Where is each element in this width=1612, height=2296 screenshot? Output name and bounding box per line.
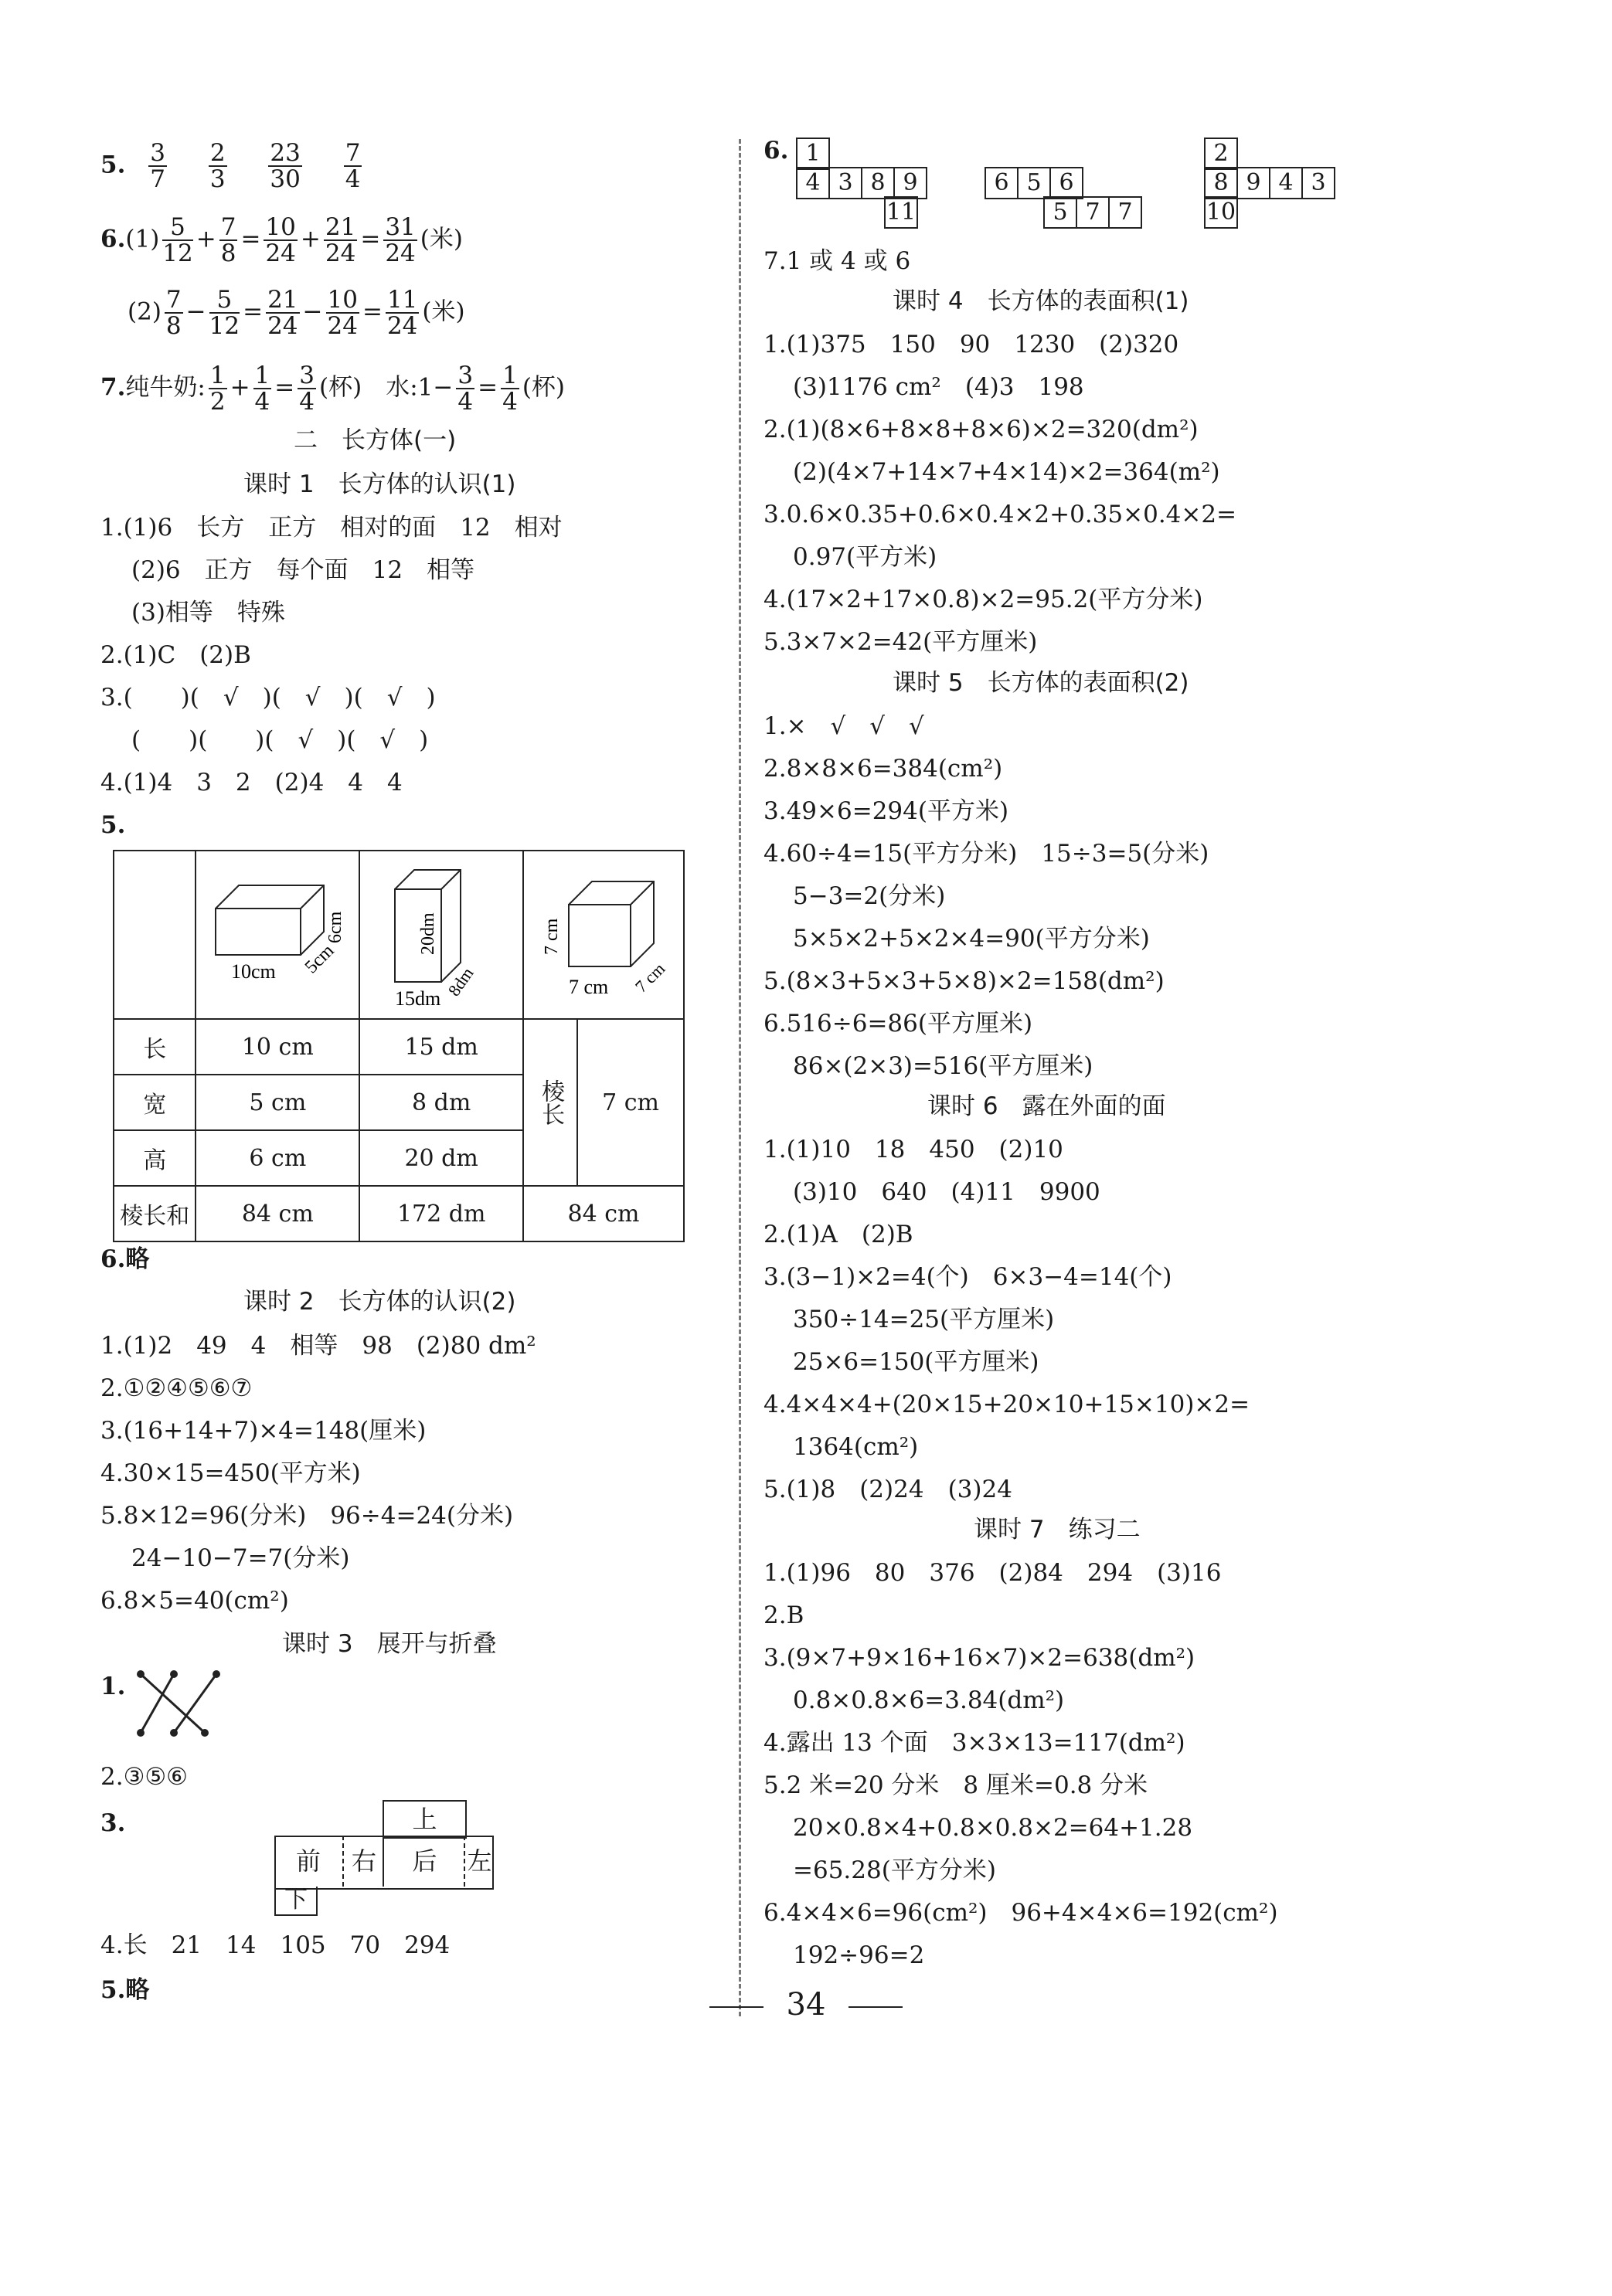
l7-line: =65.28(平方分米) xyxy=(793,1856,996,1884)
q7-milk-water: 7.纯牛奶: $\frac{1}{2}$ + $\frac{1}{4}$ = $\frac{3}{4}$ (杯) 水:1− $\frac{3}{4}$ = $\frac{1}{4}$ (杯) xyxy=(100,362,566,416)
number-net-c-mid: 8 9 4 3 xyxy=(1206,167,1335,199)
l6-line: 4.4×4×4+(20×15+20×10+15×10)×2= xyxy=(763,1391,1250,1418)
q5-fractions: 5. $\frac{3}{7}$ $\frac{2}{3}$ $\frac{23}{30}$ $\frac{7}{4}$ xyxy=(100,139,361,193)
l2-line: 24−10−7=7(分米) xyxy=(131,1544,350,1572)
l2-line: 3.(16+14+7)×4=148(厘米) xyxy=(100,1417,427,1445)
cube-edge-label: 棱长 xyxy=(523,1019,577,1186)
table-row: 长 10 cm 15 dm 棱长 7 cm xyxy=(114,1019,684,1075)
cuboid-figure-1 xyxy=(196,851,359,1019)
l2-line: 1.(1)2 49 4 相等 98 (2)80 dm² xyxy=(100,1332,536,1360)
l1-line: 4.(1)4 3 2 (2)4 4 4 xyxy=(100,769,403,796)
l4-line: 0.97(平方米) xyxy=(793,543,937,571)
l1-line: 2.(1)C (2)B xyxy=(100,641,251,669)
number-net-b-bot: 5 7 7 xyxy=(1045,196,1142,229)
table-row: 棱长和 84 cm 172 dm 84 cm xyxy=(114,1186,684,1241)
net-right: 右 xyxy=(342,1836,384,1887)
l7-line: 1.(1)96 80 376 (2)84 294 (3)16 xyxy=(763,1559,1222,1587)
l5-line: 1.× √ √ √ xyxy=(763,712,924,740)
fraction: $\frac{23}{30}$ xyxy=(270,139,301,193)
l4-line: (3)1176 cm² (4)3 198 xyxy=(793,373,1084,401)
number-net-a-mid: 4 3 8 9 xyxy=(797,167,927,199)
number-net-a-bot: 11 xyxy=(886,196,918,229)
fraction: $\frac{7}{4}$ xyxy=(345,139,361,193)
l5-line: 2.8×8×6=384(cm²) xyxy=(763,755,1003,783)
l4-line: 3.0.6×0.35+0.6×0.4×2+0.35×0.4×2= xyxy=(763,501,1237,528)
net-back: 后 xyxy=(383,1836,465,1887)
lesson4-title: 课时 4 长方体的表面积(1) xyxy=(893,287,1189,315)
number-net-c-top: 2 xyxy=(1206,138,1238,170)
l6-line: 350÷14=25(平方厘米) xyxy=(793,1306,1055,1333)
l3-q1-label: 1. xyxy=(100,1673,126,1700)
l1-q6: 6.略 xyxy=(100,1245,150,1273)
l7-line: 192÷96=2 xyxy=(793,1941,925,1969)
l5-line: 5−3=2(分米) xyxy=(793,882,946,910)
r-q6-label: 6. xyxy=(763,137,789,165)
l1-line: 1.(1)6 长方 正方 相对的面 12 相对 xyxy=(100,514,563,542)
net-bottom: 下 xyxy=(274,1887,318,1916)
lesson3-title: 课时 3 展开与折叠 xyxy=(282,1630,497,1658)
net-front: 前 xyxy=(295,1846,321,1876)
l5-line: 4.60÷4=15(平方分米) 15÷3=5(分米) xyxy=(763,840,1209,868)
net-top: 上 xyxy=(383,1800,467,1839)
l2-line: 5.8×12=96(分米) 96÷4=24(分米) xyxy=(100,1502,514,1530)
l6-line: 1364(cm²) xyxy=(793,1433,919,1461)
fraction: $\frac{3}{7}$ xyxy=(150,139,165,193)
l4-line: 2.(1)(8×6+8×8+8×6)×2=320(dm²) xyxy=(763,416,1199,443)
lesson7-title: 课时 7 练习二 xyxy=(974,1516,1141,1544)
l1-line: 3.( )( √ )( √ )( √ ) xyxy=(100,684,436,712)
l3-q3-label: 3. xyxy=(100,1809,126,1837)
number-net-a-top: 1 xyxy=(797,138,830,170)
table-row: 高 6 cm 20 dm xyxy=(114,1130,684,1186)
number-net-c-bot: 10 xyxy=(1206,196,1238,229)
l5-line: 86×(2×3)=516(平方厘米) xyxy=(793,1052,1093,1080)
net-left: 左 xyxy=(464,1836,494,1887)
l7-line: 5.2 米=20 分米 8 厘米=0.8 分米 xyxy=(763,1771,1148,1799)
svg-text:7 cm: 7 cm xyxy=(631,959,669,997)
l6-line: 1.(1)10 18 450 (2)10 xyxy=(763,1136,1063,1163)
l2-line: 2.①②④⑤⑥⑦ xyxy=(100,1374,253,1402)
l6-line: 25×6=150(平方厘米) xyxy=(793,1348,1039,1376)
l7-line: 20×0.8×4+0.8×0.8×2=64+1.28 xyxy=(793,1814,1193,1842)
table-row: 宽 5 cm 8 dm xyxy=(114,1075,684,1130)
cuboid-figure-2 xyxy=(359,851,523,1019)
column-divider xyxy=(739,139,741,2016)
lesson5-title: 课时 5 长方体的表面积(2) xyxy=(893,669,1189,697)
l4-line: 5.3×7×2=42(平方厘米) xyxy=(763,628,1038,656)
lesson6-title: 课时 6 露在外面的面 xyxy=(927,1092,1166,1120)
l5-line: 6.516÷6=86(平方厘米) xyxy=(763,1010,1033,1038)
l3-q2: 2.③⑤⑥ xyxy=(100,1763,188,1791)
q6-part2: (2) $\frac{7}{8}$ − $\frac{5}{12}$ = $\frac{21}{24}$ − $\frac{10}{24}$ = $\frac{11}{24}$ (米) xyxy=(128,286,465,340)
l1-line: ( )( )( √ )( √ ) xyxy=(131,726,429,754)
number-net-b-top: 6 5 6 xyxy=(986,167,1083,199)
cube-edge-value: 7 cm xyxy=(577,1019,684,1186)
l4-line: 1.(1)375 150 90 1230 (2)320 xyxy=(763,331,1179,358)
cube-figure xyxy=(523,851,684,1019)
l7-line: 2.B xyxy=(763,1601,804,1629)
q6-part1: 6.(1) $\frac{5}{12}$ + $\frac{7}{8}$ = $\frac{10}{24}$ + $\frac{21}{24}$ = $\frac{31}{24}$ (米) xyxy=(100,213,463,267)
l3-q4: 4.长 21 14 105 70 294 xyxy=(100,1931,451,1959)
l6-line: 3.(3−1)×2=4(个) 6×3−4=14(个) xyxy=(763,1263,1172,1291)
l2-line: 6.8×5=40(cm²) xyxy=(100,1587,289,1615)
l5-line: 5×5×2+5×2×4=90(平方分米) xyxy=(793,925,1150,953)
l1-line: (2)6 正方 每个面 12 相等 xyxy=(131,556,475,584)
lesson1-title: 课时 1 长方体的认识(1) xyxy=(243,470,516,498)
svg-text:10cm: 10cm xyxy=(231,960,277,983)
l7-line: 0.8×0.8×6=3.84(dm²) xyxy=(793,1686,1065,1714)
l6-line: (3)10 640 (4)11 9900 xyxy=(793,1178,1100,1206)
l1-line: (3)相等 特殊 xyxy=(131,599,285,627)
svg-text:5cm: 5cm xyxy=(301,940,338,978)
cuboid-table xyxy=(113,850,685,1242)
l4-line: 4.(17×2+17×0.8)×2=95.2(平方分米) xyxy=(763,586,1203,613)
l7-line: 3.(9×7+9×16+16×7)×2=638(dm²) xyxy=(763,1644,1195,1672)
page-number: 34 xyxy=(0,1987,1612,2023)
l1-line: 5. xyxy=(100,811,126,839)
svg-text:20dm: 20dm xyxy=(418,912,439,955)
l6-line: 5.(1)8 (2)24 (3)24 xyxy=(763,1476,1012,1503)
l5-line: 3.49×6=294(平方米) xyxy=(763,797,1009,825)
svg-text:6cm: 6cm xyxy=(325,911,346,943)
cube-net-diagram xyxy=(274,1800,498,1916)
figure-row xyxy=(114,851,684,1019)
unit-title: 二 长方体(一) xyxy=(294,426,457,454)
svg-text:7 cm: 7 cm xyxy=(569,976,609,998)
l5-line: 5.(8×3+5×3+5×8)×2=158(dm²) xyxy=(763,967,1165,995)
l3-q5: 5.略 xyxy=(100,1976,150,2004)
svg-text:15dm: 15dm xyxy=(395,987,441,1009)
matching-lines-diagram xyxy=(131,1665,224,1742)
fraction: $\frac{2}{3}$ xyxy=(209,139,226,193)
svg-text:7 cm: 7 cm xyxy=(542,918,563,955)
svg-text:8dm: 8dm xyxy=(444,963,478,1000)
l7-line: 4.露出 13 个面 3×3×13=117(dm²) xyxy=(763,1729,1185,1757)
lesson2-title: 课时 2 长方体的认识(2) xyxy=(243,1288,516,1316)
l7-line: 6.4×4×6=96(cm²) 96+4×4×6=192(cm²) xyxy=(763,1899,1278,1927)
l6-line: 2.(1)A (2)B xyxy=(763,1221,913,1248)
r-q7: 7.1 或 4 或 6 xyxy=(763,247,911,275)
l4-line: (2)(4×7+14×7+4×14)×2=364(m²) xyxy=(793,458,1220,486)
l2-line: 4.30×15=450(平方米) xyxy=(100,1459,361,1487)
